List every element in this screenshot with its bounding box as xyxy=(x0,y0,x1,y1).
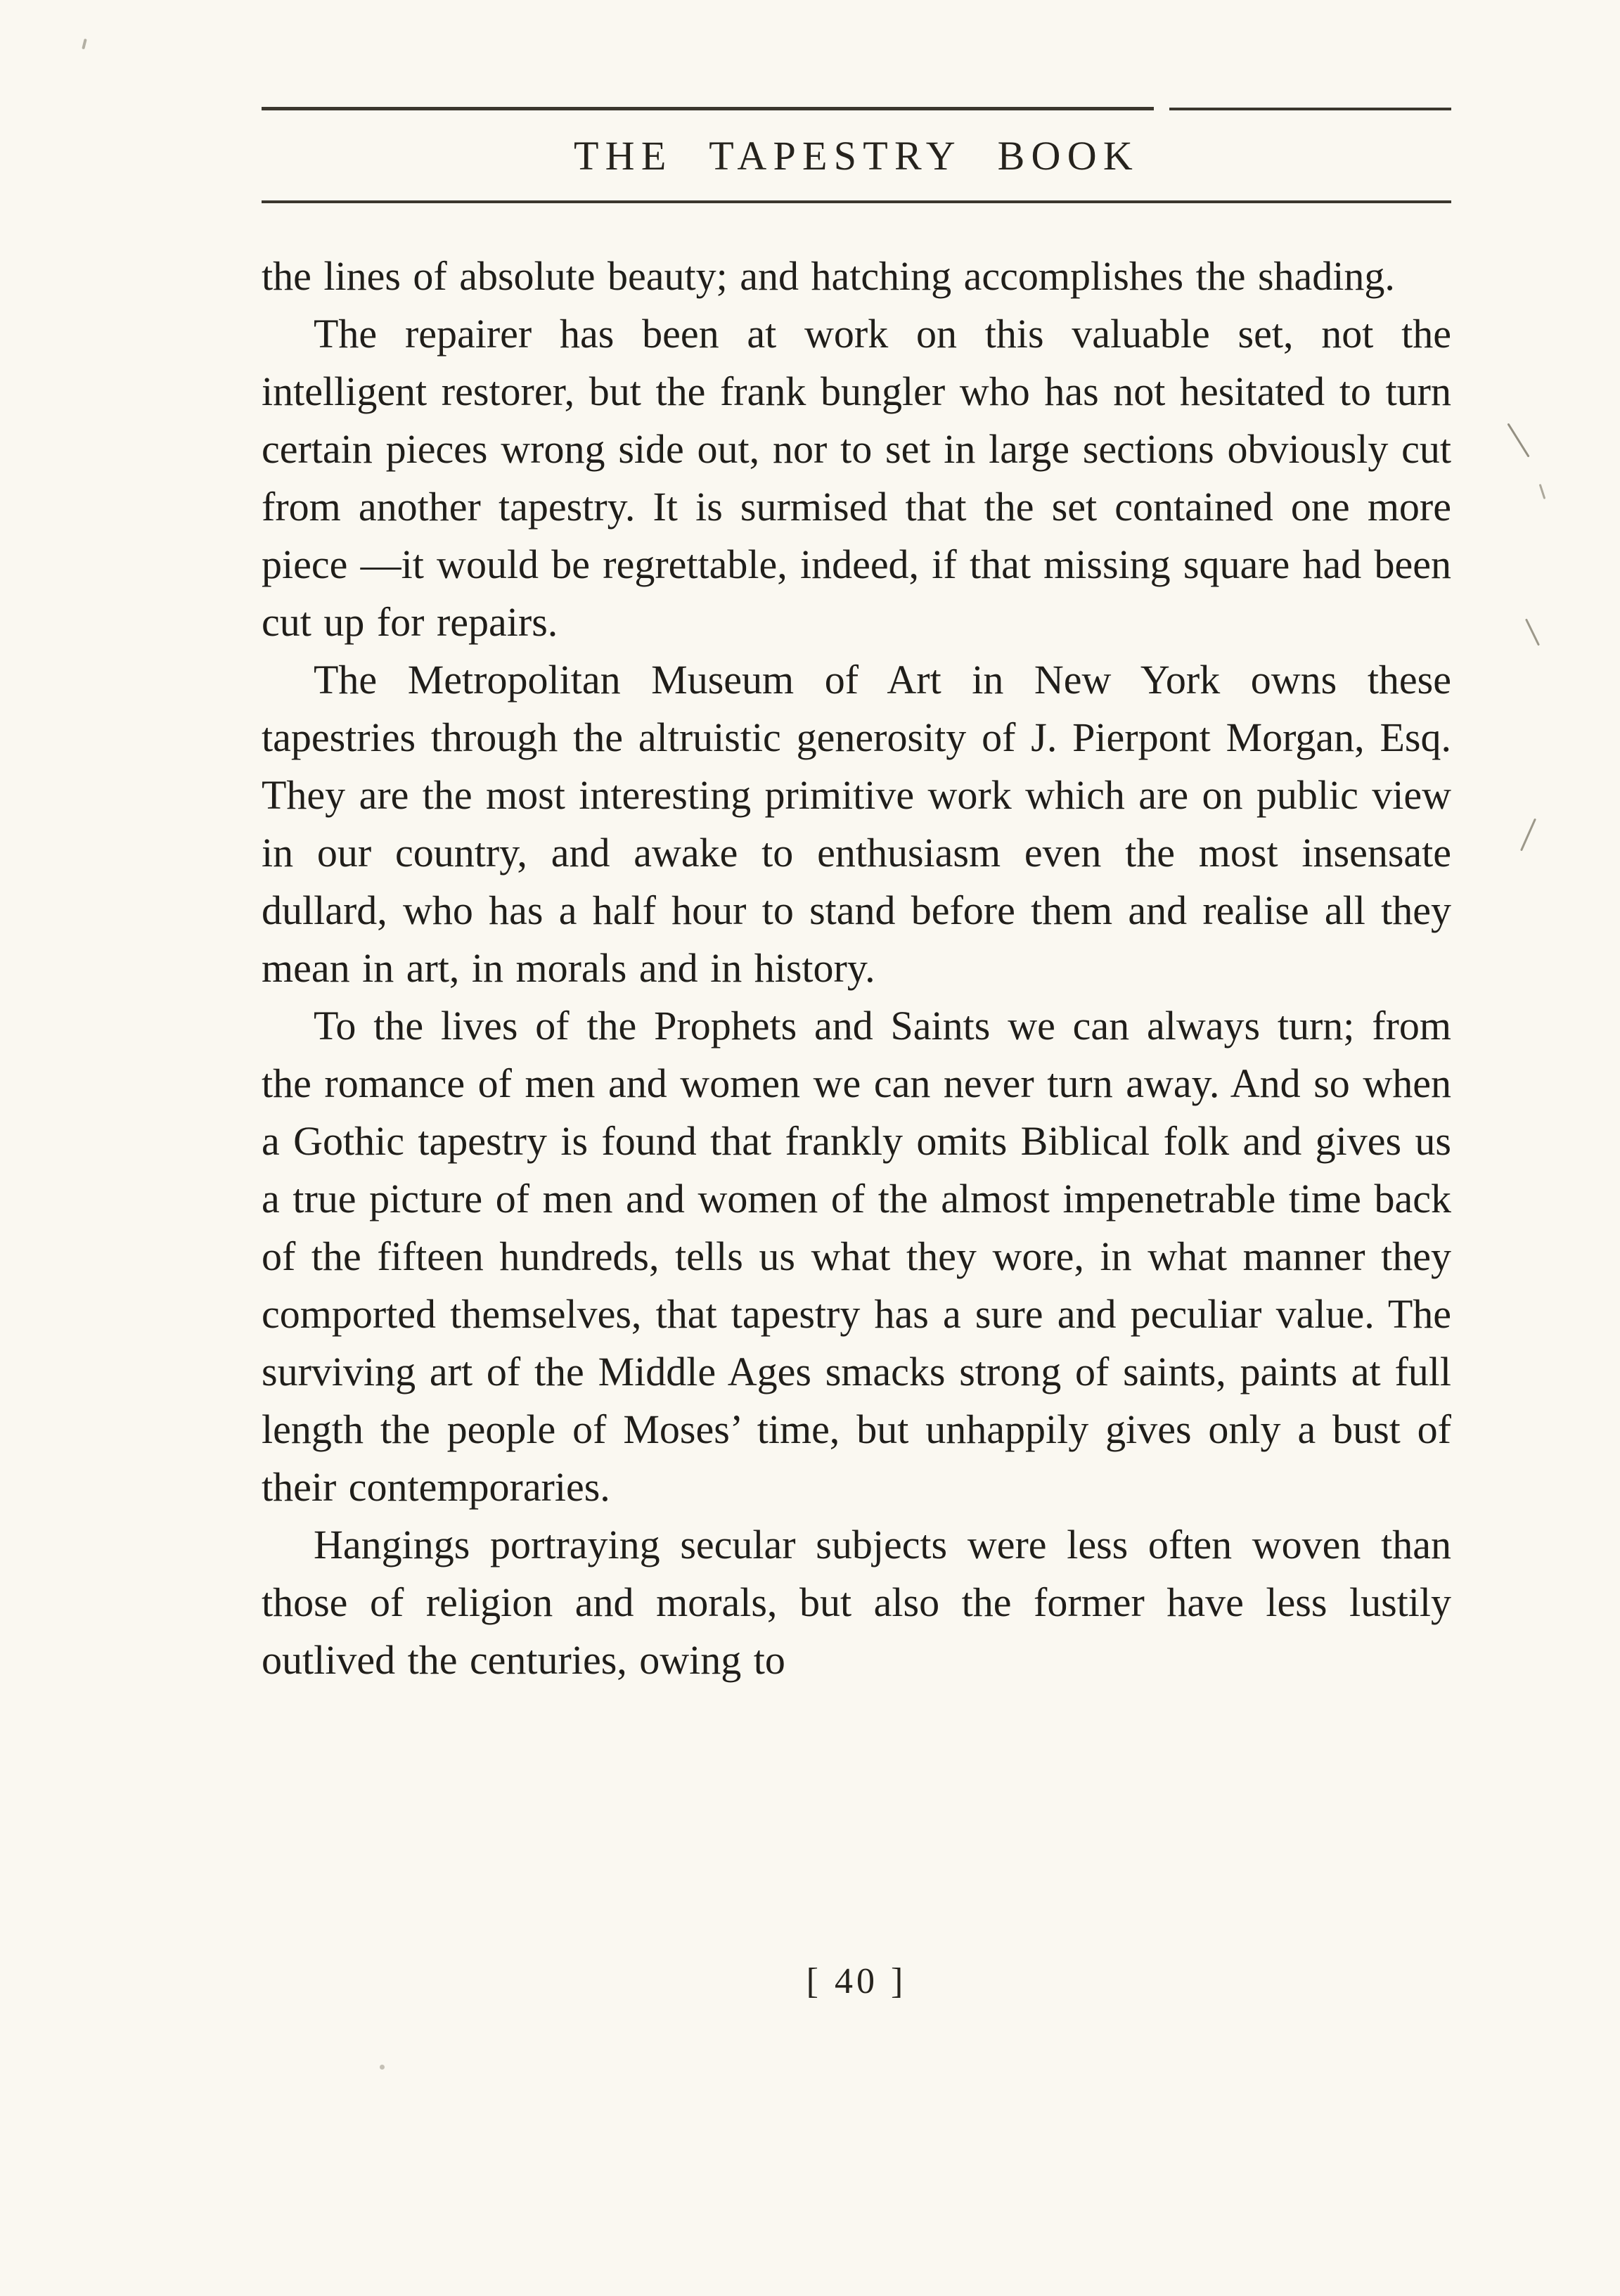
rule-gap xyxy=(1154,107,1169,110)
page-number: [ 40 ] xyxy=(806,1961,907,2001)
scan-artifact xyxy=(1507,423,1529,457)
page-body xyxy=(262,248,1451,1689)
rule-segment xyxy=(262,107,1154,110)
scan-artifact xyxy=(380,2065,385,2070)
running-head-title: THE TAPESTRY BOOK xyxy=(573,133,1140,179)
header-rule-top xyxy=(262,107,1451,110)
page-header xyxy=(262,107,1451,203)
body-paragraph: Hangings portraying secular subjects were less often woven than those of religion and morals, but also the former have less lustily outlived the centuries, owing to xyxy=(262,1522,1451,1683)
body-paragraph: The Metropolitan Museum of Art in New York owns these tapestries through the altruistic generosity of J. Pierpont Morgan, Esq. They are the most interesting primitive work which are on public view in our country, and awake to enthusiasm even the most insensate dullard, who has a half hour to stand before them and realise all they mean in art, in morals and in history. xyxy=(262,657,1451,991)
body-paragraph: The repairer has been at work on this valuable set, not the intelligent restorer, but the frank bungler who has not hesitated to turn certain pieces wrong side out, nor to set in large sections obviously cut from another tapestry. It is surmised that the set contained one more piece —it would be regrettable, indeed, if that missing square had been cut up for repairs. xyxy=(262,311,1451,645)
rule-segment xyxy=(1169,108,1451,110)
scan-artifact xyxy=(1525,618,1540,646)
scan-artifact xyxy=(82,39,87,50)
page-footer xyxy=(262,1961,1451,2002)
body-paragraph: To the lives of the Prophets and Saints we can always turn; from the romance of men and women we can never turn away. And so when a Gothic tapestry is found that frankly omits Biblical folk and gives us a true picture of men and women of the almost impenetrable time back of the fifteen hundreds, tells us what they wore, in what manner they comported themselves, that tapestry has a sure and peculiar value. The surviving art of the Middle Ages smacks strong of saints, paints at full length the people of Moses’ time, but unhappily gives only a bust of their contemporaries. xyxy=(262,1003,1451,1510)
scan-artifact xyxy=(1520,819,1536,852)
header-rule-bottom xyxy=(262,200,1451,203)
scan-artifact xyxy=(1539,484,1546,499)
body-paragraph: the lines of absolute beauty; and hatching accomplishes the shading. xyxy=(262,253,1395,299)
